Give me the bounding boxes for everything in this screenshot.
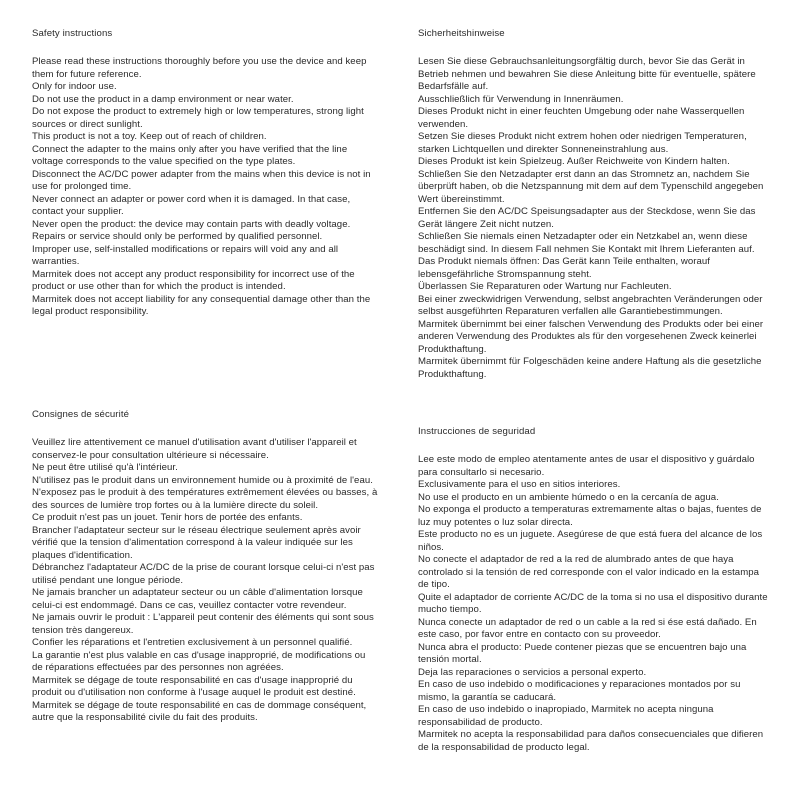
instruction-item: Never open the product: the device may contain parts with deadly voltage. [32, 218, 351, 230]
instruction-item: Brancher l'adaptateur secteur sur le réseau électrique seulement après avoir vérifié que la tension d'alimentation correspond à la valeur indiquée sur les plaques d'identification. [32, 524, 361, 561]
instruction-item: Nunca conecte un adaptador de red o un cable a la red si ése está dañado. En este caso, por favor entre en contacto con su proveedor. [418, 616, 757, 640]
instruction-item: Confier les réparations et l'entretien exclusivement à un personnel qualifié. [32, 637, 353, 648]
section-title: Sicherheitshinweise [418, 28, 505, 39]
instruction-item: Marmitek übernimmt bei einer falschen Verwendung des Produkts oder bei einer anderen Verwendung des Produktes als für den vorgesehenen Zweck keinerlei Produkthaftung. [418, 318, 764, 355]
instruction-item: N'exposez pas le produit à des températures extrêmement élevées ou basses, à des sources de lumière trop fortes ou à la lumière directe du soleil. [32, 487, 378, 511]
instruction-item: Improper use, self-installed modifications or repairs will void any and all warranties. [32, 243, 339, 267]
instruction-list [418, 56, 768, 381]
instruction-item: Lesen Sie diese Gebrauchsanleitungsorgfältig durch, bevor Sie das Gerät in Betrieb nehmen und bewahren Sie diese Anleitung bitte für eventuelle, spätere Bedarfsfälle auf. [418, 56, 756, 92]
instruction-item: Débranchez l'adaptateur AC/DC de la prise de courant lorsque celui-ci n'est pas utilisé pendant une longue période. [32, 562, 375, 586]
instruction-item: Setzen Sie dieses Produkt nicht extrem hohen oder niedrigen Temperaturen, starken Lichtquellen und direkter Sonneneinstrahlung aus. [418, 131, 747, 155]
section-safety-instructions-en [32, 28, 378, 319]
instruction-item: Ce produit n'est pas un jouet. Tenir hors de portée des enfants. [32, 512, 303, 523]
instruction-item: En caso de uso indebido o inapropiado, Marmitek no acepta ninguna responsabilidad de producto. [418, 704, 714, 728]
instruction-item: Schließen Sie den Netzadapter erst dann an das Stromnetz an, nachdem Sie überprüft haben, ob die Netzspannung mit dem auf dem Typenschild angegeben Wert übereinstimmt. [418, 168, 764, 205]
instruction-item: Veuillez lire attentivement ce manuel d'utilisation avant d'utiliser l'appareil et conservez-le pour consultation ultérieure si nécessaire. [32, 437, 357, 461]
instruction-item: Dieses Produkt nicht in einer feuchten Umgebung oder nahe Wasserquellen verwenden. [418, 106, 745, 130]
instruction-item: Bei einer zweckwidrigen Verwendung, selbst angebrachten Veränderungen oder selbst ausgeführten Reparaturen verfallen alle Garantiebestimmungen. [418, 293, 763, 317]
instruction-item: Do not use the product in a damp environment or near water. [32, 93, 294, 105]
instruction-item: Connect the adapter to the mains only after you have verified that the line voltage corresponds to the value specified on the type plates. [32, 143, 348, 167]
instruction-item: Marmitek se dégage de toute responsabilité en cas de dommage conséquent, autre que la responsabilité civile du fait des produits. [32, 699, 367, 723]
instruction-item: Do not expose the product to extremely high or low temperatures, strong light sources or direct sunlight. [32, 106, 364, 130]
instruction-item: Schließen Sie niemals einen Netzadapter oder ein Netzkabel an, wenn diese beschädigt sind. In diesem Fall nehmen Sie Kontakt mit Ihrem Lieferanten auf. [418, 231, 755, 255]
instruction-item: Marmitek does not accept any product responsibility for incorrect use of the product or use other than for which the product is intended. [32, 268, 355, 292]
instruction-item: Dieses Produkt ist kein Spielzeug. Außer Reichweite von Kindern halten. [418, 156, 730, 167]
instruction-item: Este producto no es un juguete. Asegúrese de que está fuera del alcance de los niños. [418, 529, 763, 553]
instruction-item: Ne peut être utilisé qu'à l'intérieur. [32, 462, 178, 473]
instruction-item: Ne jamais brancher un adaptateur secteur ou un câble d'alimentation lorsque celui-ci est endommagé. Dans ce cas, veuillez contacter votre revendeur. [32, 587, 363, 611]
instruction-item: Nunca abra el producto: Puede contener piezas que se encuentren bajo una tensión mortal. [418, 641, 747, 665]
instruction-list [418, 454, 768, 754]
instruction-item: Exclusivamente para el uso en sitios interiores. [418, 479, 621, 490]
instruction-item: Lee este modo de empleo atentamente antes de usar el dispositivo y guárdalo para consultarlo si necesario. [418, 454, 755, 478]
instruction-item: Only for indoor use. [32, 81, 117, 92]
section-title: Instrucciones de seguridad [418, 426, 536, 437]
instruction-item: Never connect an adapter or power cord when it is damaged. In that case, contact your supplier. [32, 193, 351, 217]
instruction-item: Marmitek no acepta la responsabilidad para daños consecuenciales que difieren de la responsabilidad de producto legal. [418, 729, 764, 753]
instruction-list [32, 437, 378, 725]
instruction-item: No conecte el adaptador de red a la red de alumbrado antes de que haya controlado si la tensión de red corresponde con el valor indicado en la estampa de tipo. [418, 554, 760, 590]
instruction-item: La garantie n'est plus valable en cas d'usage inapproprié, de modifications ou de réparations effectuées par des personnes non agréées. [32, 649, 366, 673]
instruction-item: No exponga el producto a temperaturas extremamente altas o bajas, fuentes de luz muy potentes o luz solar directa. [418, 504, 762, 528]
section-safety-instructions-fr [32, 409, 378, 725]
instruction-item: This product is not a toy. Keep out of reach of children. [32, 131, 267, 142]
instruction-item: Entfernen Sie den AC/DC Speisungsadapter aus der Steckdose, wenn Sie das Gerät längere Zeit nicht nutzen. [418, 206, 756, 230]
instruction-item: Marmitek übernimmt für Folgeschäden keine andere Haftung als die gesetzliche Produkthaftung. [418, 356, 762, 380]
instruction-item: Das Produkt niemals öffnen: Das Gerät kann Teile enthalten, worauf lebensgefährliche Stromspannung steht. [418, 256, 710, 280]
section-title: Safety instructions [32, 28, 113, 39]
section-safety-instructions-es [418, 426, 768, 754]
instruction-list [32, 56, 378, 319]
instruction-item: Please read these instructions thoroughly before you use the device and keep them for future reference. [32, 56, 367, 80]
instruction-item: Quite el adaptador de corriente AC/DC de la toma si no usa el dispositivo durante mucho tiempo. [418, 591, 768, 615]
instruction-item: Disconnect the AC/DC power adapter from the mains when this device is not in use for prolonged time. [32, 168, 371, 192]
instruction-item: Repairs or service should only be performed by qualified personnel. [32, 231, 323, 242]
instruction-item: Ausschließlich für Verwendung in Innenräumen. [418, 93, 624, 105]
section-safety-instructions-de [418, 28, 768, 381]
instruction-item: Überlassen Sie Reparaturen oder Wartung nur Fachleuten. [418, 281, 672, 292]
instruction-item: No use el producto en un ambiente húmedo o en la cercanía de agua. [418, 491, 719, 503]
instruction-item: Marmitek does not accept liability for any consequential damage other than the legal product responsibility. [32, 293, 371, 317]
section-title: Consignes de sécurité [32, 409, 130, 420]
instruction-item: Deja las reparaciones o servicios a personal experto. [418, 666, 647, 678]
instruction-item: Marmitek se dégage de toute responsabilité en cas d'usage inapproprié du produit ou d'utilisation non conforme à l'usage auquel le produit est destiné. [32, 674, 356, 698]
instruction-item: N'utilisez pas le produit dans un environnement humide ou à proximité de l'eau. [32, 474, 373, 486]
instruction-item: En caso de uso indebido o modificaciones y reparaciones montados por su mismo, la garantía se caducará. [418, 679, 741, 703]
instruction-item: Ne jamais ouvrir le produit : L'appareil peut contenir des éléments qui sont sous tension très dangereux. [32, 612, 374, 636]
